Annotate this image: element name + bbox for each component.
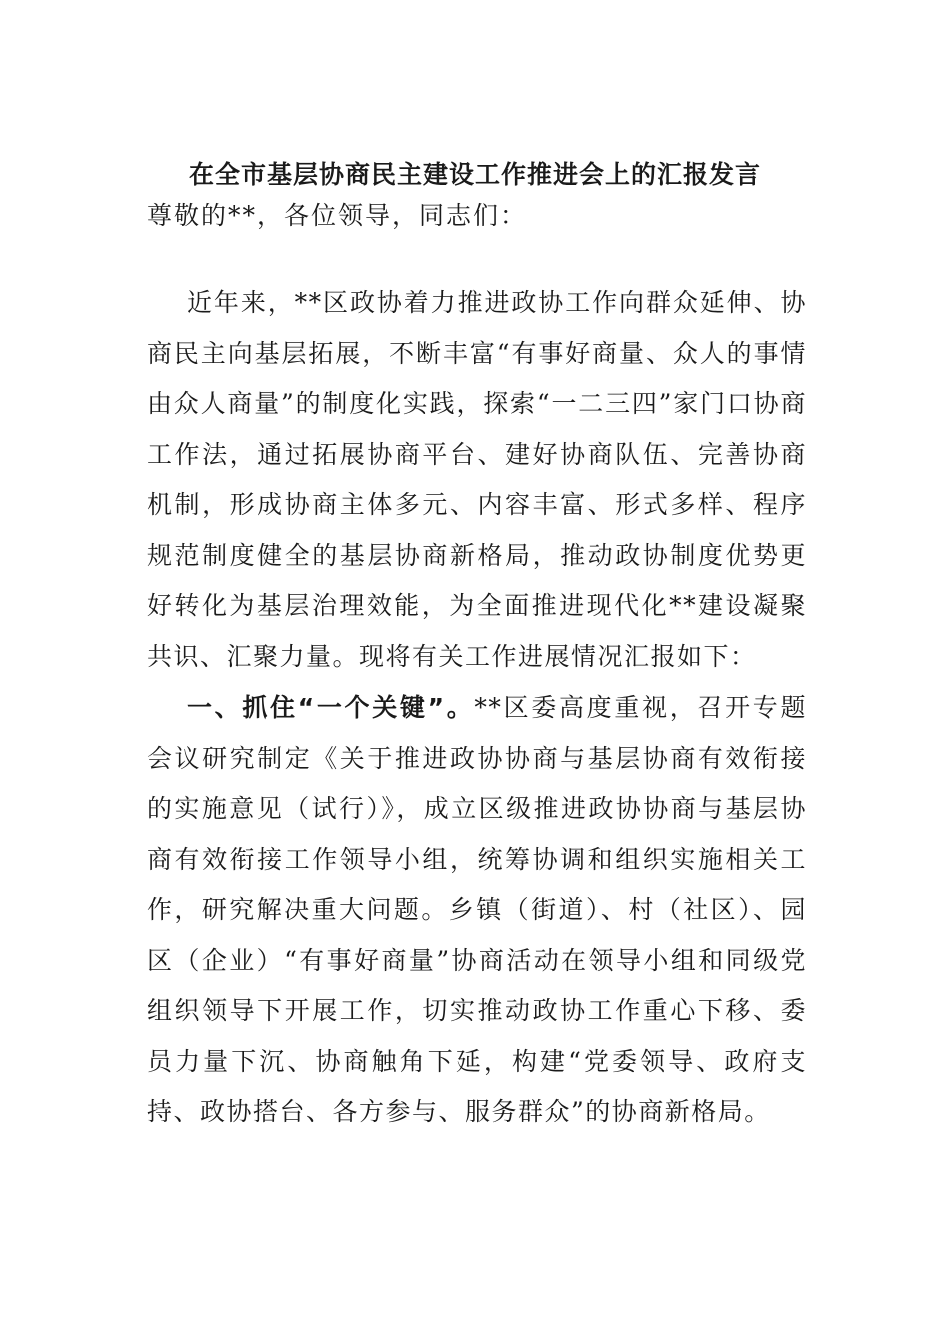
document-title: 在全市基层协商民主建设工作推进会上的汇报发言: [188, 160, 761, 189]
section-heading: 一、抓住“一个关键”。: [187, 693, 475, 722]
salutation: 尊敬的**，各位领导，同志们：: [147, 201, 528, 230]
paragraph-section-1: [147, 683, 807, 1138]
paragraph-intro: 近年来，**区政协着力推进政协工作向群众延伸、协商民主向基层拓展，不断丰富“有事好商量、众人的事情由众人商量”的制度化实践，探索“一二三四”家门口协商工作法，通过拓展协商平台、建好协商队伍、完善协商机制，形成协商主体多元、内容丰富、形式多样、程序规范制度健全的基层协商新格局，推动政协制度优势更好转化为基层治理效能，为全面推进现代化**建设凝聚共识、汇聚力量。现将有关工作进展情况汇报如下：: [147, 288, 807, 671]
section-body: **区委高度重视，召开专题会议研究制定《关于推进政协协商与基层协商有效衔接的实施意见（试行）》，成立区级推进政协协商与基层协商有效衔接工作领导小组，统筹协调和组织实施相关工作，研究解决重大问题。乡镇（街道）、村（社区）、园区（企业）“有事好商量”协商活动在领导小组和同级党组织领导下开展工作，切实推动政协工作重心下移、委员力量下沉、协商触角下延，构建“党委领导、政府支持、政协搭台、各方参与、服务群众”的协商新格局。: [147, 693, 807, 1126]
